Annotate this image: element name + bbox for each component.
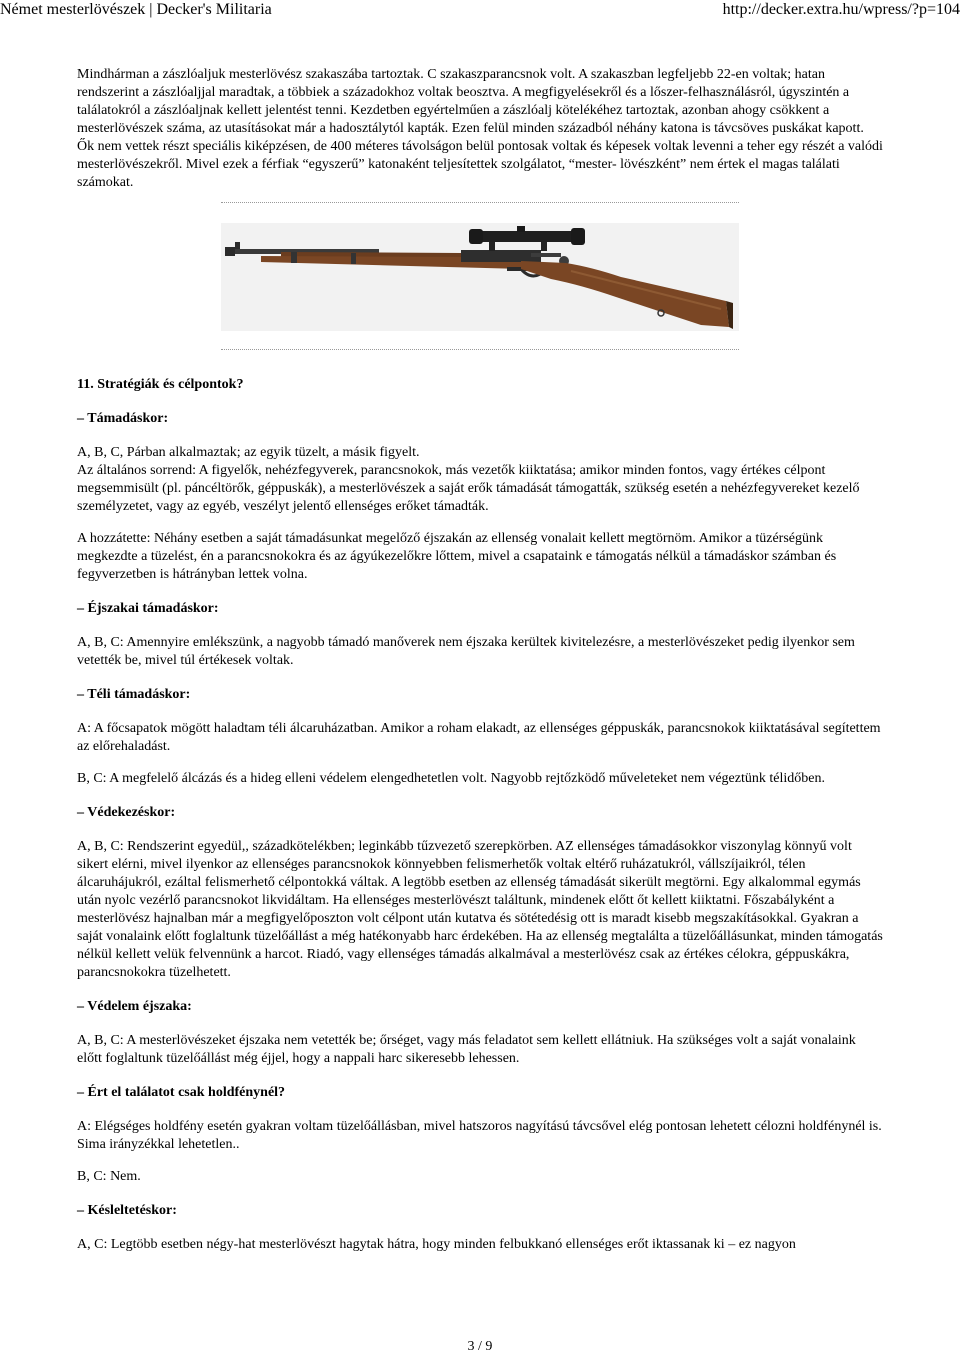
article-body <box>77 66 883 1254</box>
heading-kesleltetes: – Késleltetéskor: <box>77 1203 177 1218</box>
page-url[interactable]: http://decker.extra.hu/wpress/?p=104 <box>722 1 960 18</box>
vedelem-paragraph: A, B, C: A mesterlövészeket éjszaka nem vetették be; őrséget, vagy más feladatot sem kellett ellátniuk. Ha szükséges volt a saját vonalaink előtt foglaltunk tüzelőállást még éjjel, hogy a nappali harc sikeresebb lehessen. <box>77 1033 856 1066</box>
ejszakai-paragraph: A, B, C: Amennyire emlékszünk, a nagyobb támadó manőverek nem éjszaka kerültek kivitelezésre, a mesterlövészeket pedig ilyenkor sem vetették be, mivel túl értékesek voltak. <box>77 635 855 668</box>
heading-vedelem-ejszaka: – Védelem éjszaka: <box>77 999 192 1014</box>
rifle-figure <box>221 202 739 350</box>
dotted-divider-top <box>221 202 739 203</box>
holdfeny-paragraph-1: A: Elégséges holdfény esetén gyakran voltam tüzelőállásban, mivel hatszoros nagyítású távcsővel elég pontosan lehetett célozni holdfénynél is. Sima irányzékkal lehetetlen.. <box>77 1119 882 1152</box>
tamadas-paragraph-3: A hozzátette: Néhány esetben a saját támadásunkat megelőző éjszakán az ellenség vonalait kellett megtörnöm. Amikor a tüzérségünk megkezdte a tüzelést, én a parancsnokokra és az ágyúkezelőkre lőttem, mivel a csapataink e támogatás nélkül a támadáskor számban és fegyverzetben is hátrányban lettek volna. <box>77 531 837 582</box>
page-title: Német mesterlövészek | Decker's Militaria <box>0 1 272 18</box>
vedekezes-paragraph: A, B, C: Rendszerint egyedül,, századkötelékben; leginkább tűzvezető szerepkörben. AZ ellenséges támadásokkor viszonylag könnyű volt sikert elérni, mivel ilyenkor az ellenséges parancsnokok könnyebben felismerhetők voltak eltérő ruházatukról, vállszíjaikról, télen álcaruhájukról, ezáltal felismerhető célpontokká váltak. A legtöbb esetben az ellenség támadását sikerült megtörni. Egy alkalommal egymás után nyolc vezérlő parancsnokot likvidáltam. Ha ellenséges mesterlövészt találtunk, mindenek előtt őt kellett kiiktatni. Főszabályként a mesterlövész hajnalban már a megfigyelőposzton volt célpont után kutatva és sötétedésig ott is maradt kisebb megszakításokkal. Gyakran a saját vonalaink előtt foglaltunk tüzelőállást a még hatékonyabb harc érdekében. Ha az ellenség megtalálta a tüzelőállásunkat, minden támogatás nélkül kellett velük felvennünk a harcot. Riadó, vagy ellenséges támadás alkalmával a mesterlövész csak az értékes célokra, géppuskákra, parancsnokokra tüzelhetett. <box>77 839 883 980</box>
page-header <box>0 0 960 24</box>
section-title: 11. Stratégiák és célpontok? <box>77 377 244 392</box>
scoped-rifle-image <box>221 223 739 331</box>
heading-holdfeny: – Ért el találatot csak holdfénynél? <box>77 1085 286 1100</box>
heading-tamadaskor: – Támadáskor: <box>77 411 169 426</box>
page-number: 3 / 9 <box>467 1339 493 1354</box>
teli-paragraph-2: B, C: A megfelelő álcázás és a hideg elleni védelem elengedhetetlen volt. Nagyobb rejtőzködő műveleteket nem végeztünk télidőben. <box>77 771 825 786</box>
heading-ejszakai-tamadaskor: – Éjszakai támadáskor: <box>77 601 219 616</box>
tamadas-paragraph-1: A, B, C, Párban alkalmaztak; az egyik tüzelt, a másik figyelt. <box>77 445 420 460</box>
kesleltetes-paragraph: A, C: Legtöbb esetben négy-hat mesterlövészt hagytak hátra, hogy minden felbukkanó ellenséges erőt iktassanak ki – ez nagyon <box>77 1237 796 1252</box>
tamadas-paragraph-2: Az általános sorrend: A figyelők, nehézfegyverek, parancsnokok, más vezetők kiiktatása; amikor minden fontos, vagy értékes célpont megsemmisült (pl. páncéltörők, géppuskák), a mesterlövészek a saját erők támadását támogatták, szükség esetén a nehézfegyvereket kezelő személyzetet, vagy az egyéb, veszélyt jelentő ellenséges erőket támadták. <box>77 463 860 514</box>
heading-teli-tamadaskor: – Téli támadáskor: <box>77 687 191 702</box>
intro-paragraph: Mindhárman a zászlóaljuk mesterlövész szakaszába tartoztak. C szakaszparancsnok volt. A szakaszban legfeljebb 22-en voltak; hatan rendszerint a zászlóaljjal maradtak, a többiek a századokhoz voltak beosztva. A megfigyelésekről és a lőszer-felhasználásról, úgyszintén a találatokról a zászlóaljnak kellett jelentést tenni. Kezdetben egyértelműen a zászlóalj kötelékéhez tartoztak, azonban ahogy csökkent a mesterlövészek száma, az utasításokat már a hadosztálytól kapták. Ezen felül minden századból néhány katona is távcsöves puskákat kapott. Ők nem vettek részt speciális kiképzésen, de 400 méteres távolságon belül pontosak voltak és képesek voltak levenni a teher egy részét a valódi mesterlövészekről. Mivel ezek a férfiak “egyszerű” katonaként teljesítettek szolgálatot, “mester- lövészként” nem értek el magas találati számokat. <box>77 67 883 190</box>
holdfeny-paragraph-2: B, C: Nem. <box>77 1169 141 1184</box>
teli-paragraph-1: A: A főcsapatok mögött haladtam téli álcaruházatban. Amikor a roham elakadt, az ellenséges géppuskák, parancsnokok kiiktatásával segítettem az előrehaladást. <box>77 721 881 754</box>
heading-vedekezeskor: – Védekezéskor: <box>77 805 176 820</box>
